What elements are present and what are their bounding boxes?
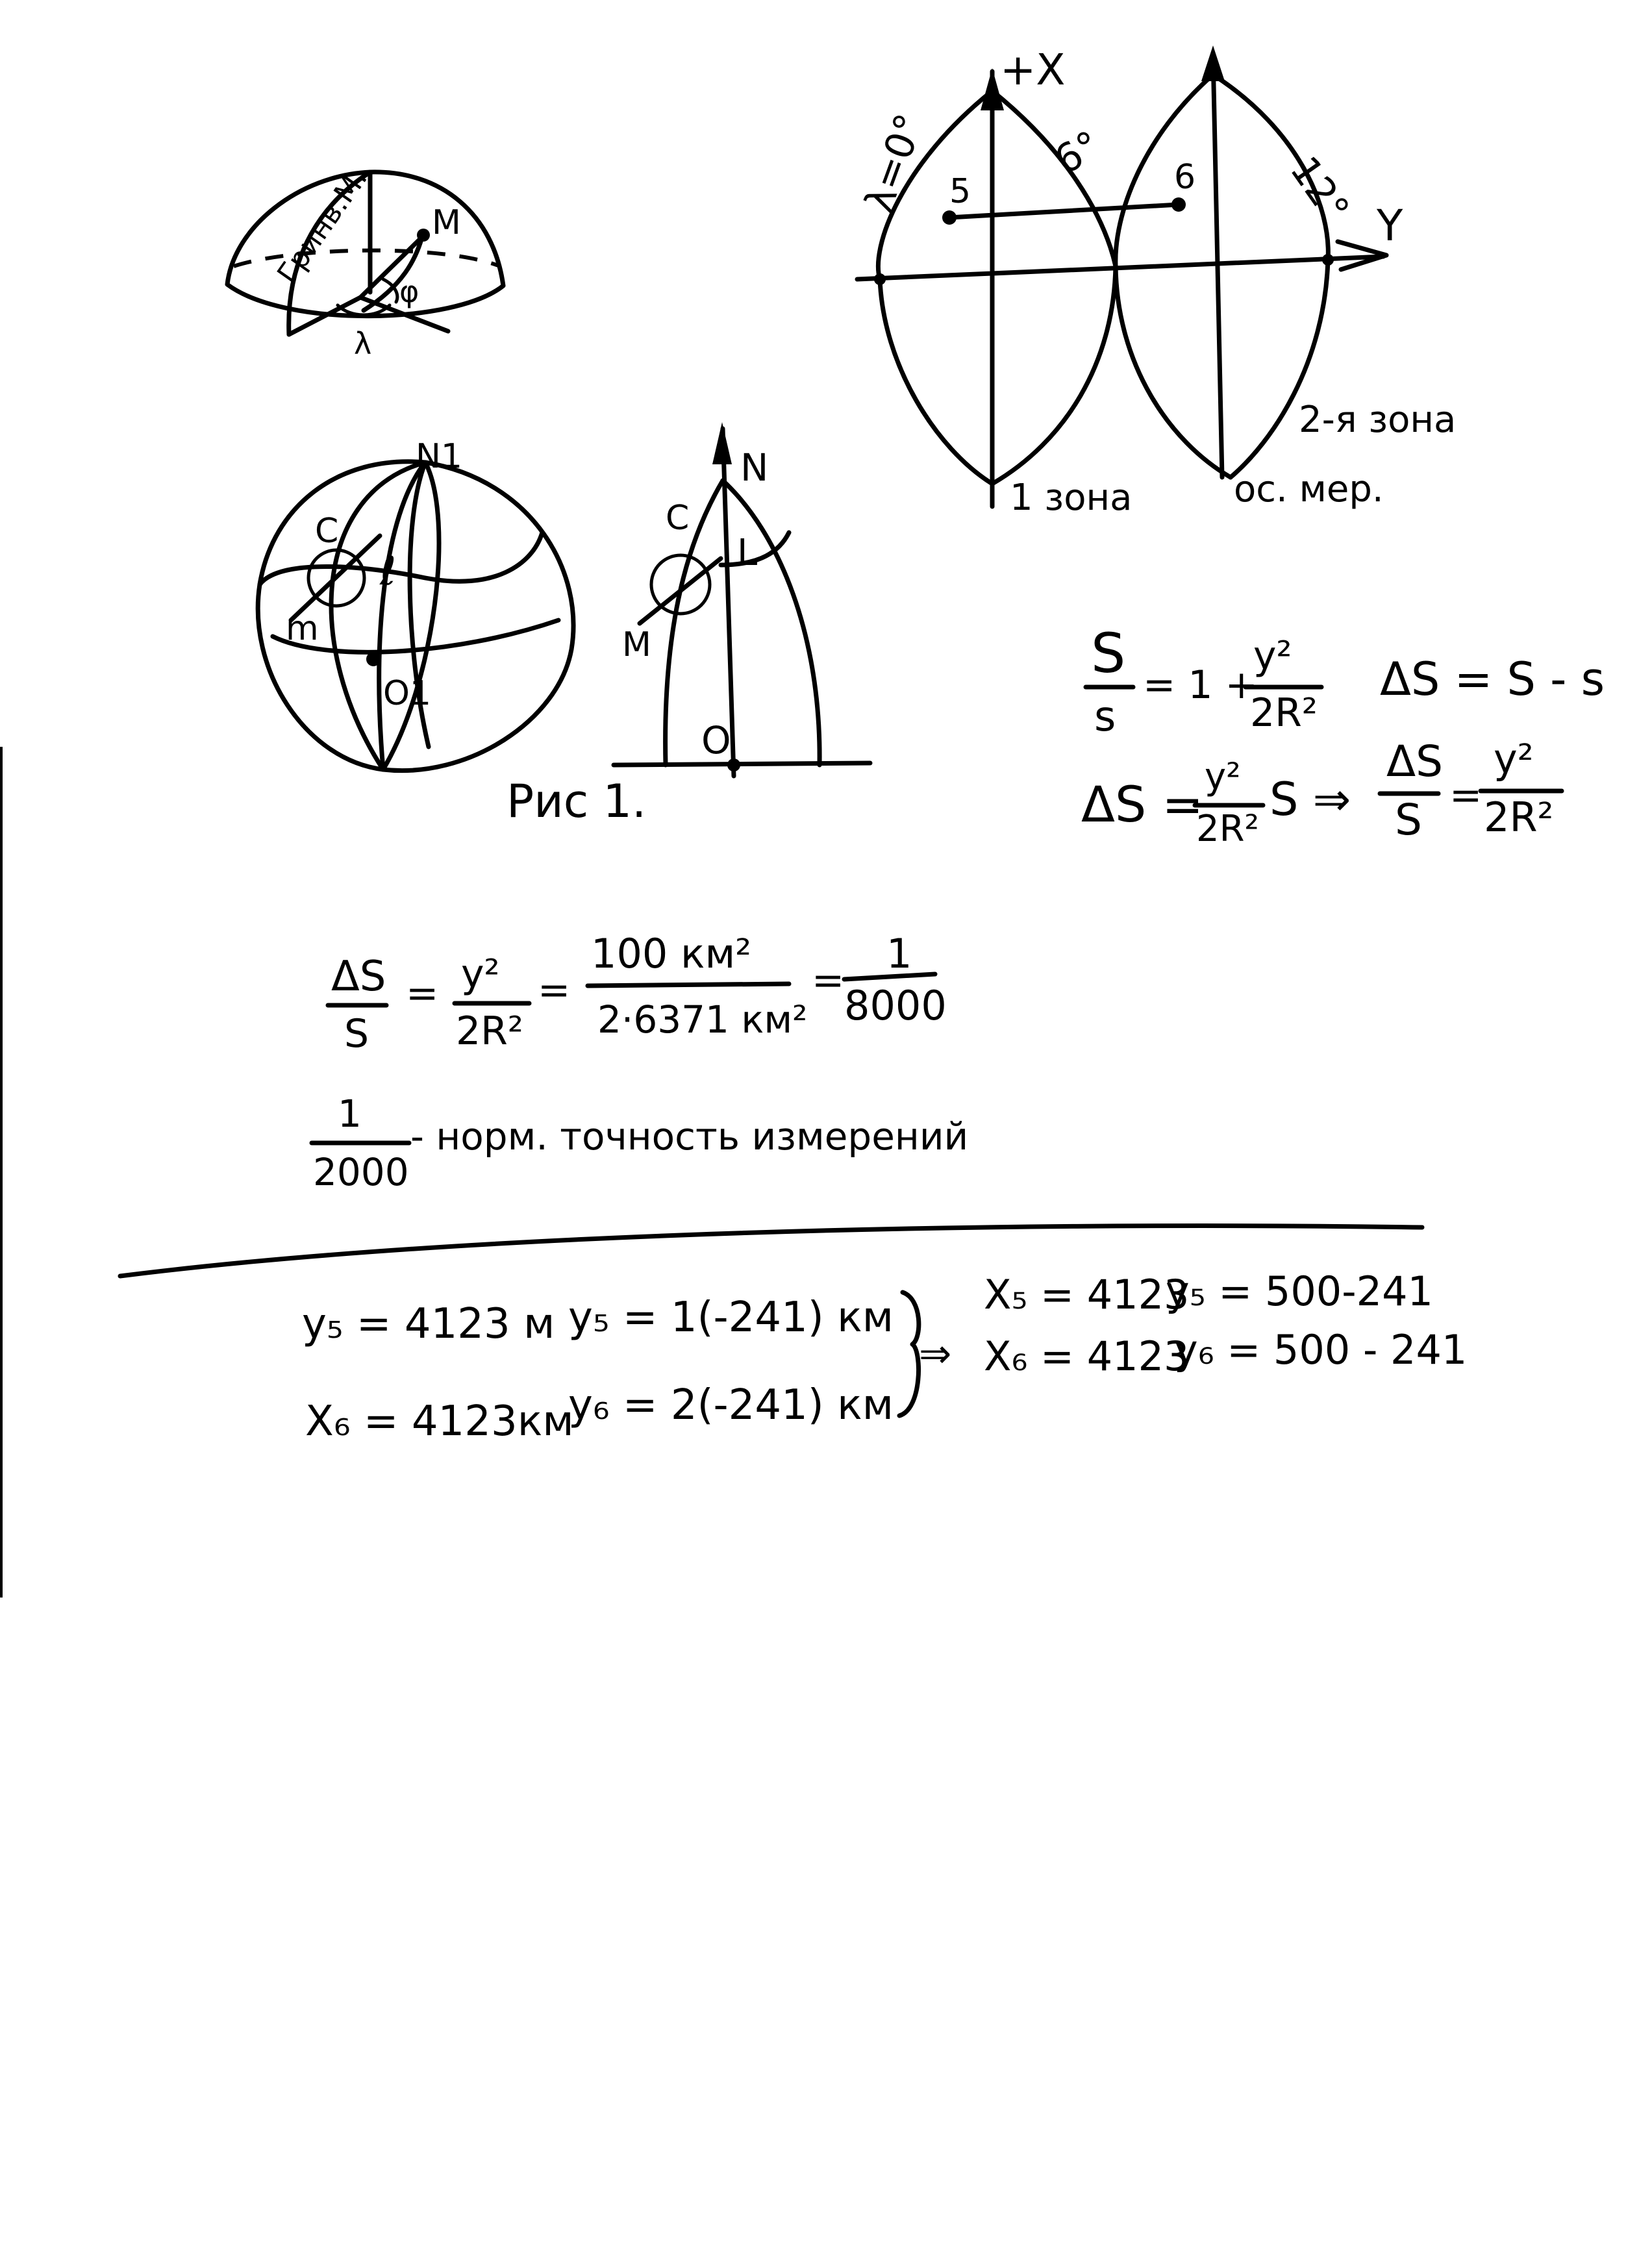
o1-label: O1 [383, 674, 432, 713]
f3-a-den: S [344, 1011, 369, 1057]
f4-den: 2000 [313, 1150, 409, 1194]
m-label: m [286, 609, 319, 648]
f2-r-den: S [1395, 795, 1422, 845]
f3-c-den: 2·6371 км² [597, 997, 808, 1042]
f3-b-num: y² [461, 951, 500, 997]
f4-num: 1 [338, 1092, 362, 1136]
f3-eq2: = [538, 968, 571, 1013]
coord-y5-m: y₅ = 4123 м [302, 1300, 555, 1348]
meridian-0-label: λ=0° [856, 108, 933, 218]
c-label: C [666, 499, 690, 538]
result-y6: y₆ = 500 - 241 [1174, 1326, 1468, 1373]
m-label: M [622, 625, 651, 664]
f1-rhs-den: 2R² [1250, 690, 1318, 736]
f2-frac-num: y² [1205, 756, 1241, 798]
zones-figure [856, 45, 1456, 519]
formula-ratio [1086, 621, 1605, 741]
zone-1-label: 1 зона [1010, 477, 1133, 519]
f1-lhs-den: s [1094, 693, 1116, 741]
result-x6: X₆ = 4123 [984, 1333, 1190, 1380]
f1-rhs-num: y² [1253, 633, 1292, 679]
lambda-label: λ [354, 326, 372, 361]
phi-label: φ [399, 274, 419, 309]
coord-y5-km: y₅ = 1(-241) км [568, 1294, 894, 1342]
f1-eq: = 1 + [1143, 662, 1258, 708]
formula-calculation [328, 930, 947, 1057]
f1-delta: ΔS = S - s [1380, 653, 1605, 706]
f2-mid: S ⇒ [1270, 773, 1351, 826]
axial-meridian-label: ос. мер. [1234, 468, 1384, 510]
f3-eq1: = [406, 971, 439, 1016]
brace [899, 1292, 919, 1416]
axis-x-label: +X [1000, 45, 1066, 95]
f3-eq3: = [812, 958, 845, 1003]
point-5-label: 5 [949, 172, 971, 211]
formula-norm-accuracy [312, 1092, 968, 1194]
coord-x6-km: X₆ = 4123км [305, 1397, 574, 1446]
zone-2-label: 2-я зона [1299, 399, 1457, 441]
f3-a-num: ΔS [331, 953, 386, 1001]
figure-caption: Рис 1. [507, 775, 647, 828]
l-label: L [737, 532, 758, 574]
o-label: O [701, 718, 731, 762]
sphere-figure [258, 437, 646, 828]
coordinates-block [302, 1268, 1467, 1446]
formula-delta [1081, 735, 1562, 850]
meridian-figure [614, 422, 870, 776]
f3-d-num: 1 [886, 930, 912, 977]
hemisphere-figure [227, 162, 503, 361]
f3-b-den: 2R² [456, 1009, 523, 1054]
f2-eq: = [1449, 773, 1483, 818]
f1-lhs-num: S [1091, 621, 1126, 685]
axis-y-label: Y [1377, 201, 1403, 251]
meridian-12-label: 12° [1281, 148, 1358, 231]
result-x5: X₅ = 4123 [984, 1271, 1190, 1318]
f2-rr-den: 2R² [1484, 794, 1554, 841]
n-label: N [740, 445, 769, 490]
l-label: ℓ [380, 549, 396, 594]
f3-c-num: 100 км² [591, 930, 752, 977]
greenwich-label: Гринв.М. [271, 162, 375, 290]
implies-arrow: ⇒ [919, 1331, 952, 1377]
f3-d-den: 8000 [844, 982, 947, 1029]
result-y5: y₅ = 500-241 [1166, 1268, 1433, 1315]
meridian-6-label: 6° [1047, 122, 1108, 184]
coord-y6-km: y₆ = 2(-241) км [568, 1381, 894, 1429]
f2-rr-num: y² [1494, 735, 1534, 783]
c-label: C [315, 512, 339, 551]
point-6-label: 6 [1174, 158, 1196, 197]
f4-text: - норм. точность измерений [410, 1114, 969, 1159]
f2-r-num: ΔS [1386, 736, 1444, 786]
f2-lhs: ΔS = [1081, 775, 1204, 833]
point-m-label: M [432, 203, 461, 242]
n1-label: N1 [416, 437, 462, 476]
f2-frac-den: 2R² [1196, 808, 1259, 850]
